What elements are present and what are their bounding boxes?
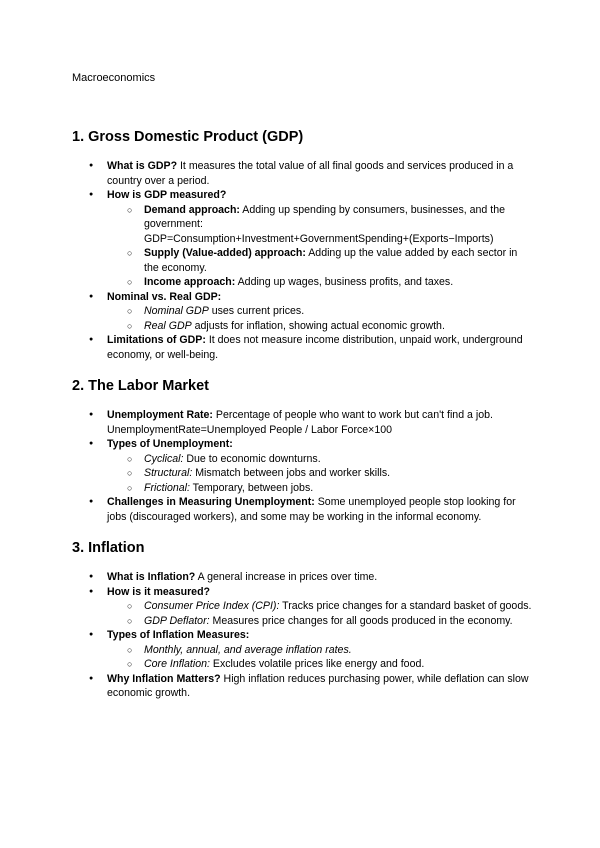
- sub-list-item: [107, 304, 532, 319]
- section-heading-labor-market: 2. The Labor Market: [72, 378, 209, 394]
- italic-term: Consumer Price Index (CPI):: [144, 600, 280, 612]
- item-text: Excludes volatile prices like energy and food.: [209, 658, 425, 670]
- sub-list-item: [107, 466, 532, 481]
- bold-label: Limitations of GDP:: [107, 334, 206, 346]
- bold-label: How is it measured?: [107, 585, 211, 598]
- item-text: A general increase in prices over time.: [195, 571, 378, 583]
- item-text: Adding up the value added by each sector in the economy.: [144, 247, 518, 274]
- item-text: High inflation reduces purchasing power, while deflation can slow economic growth.: [107, 672, 529, 699]
- list-item: [72, 290, 532, 334]
- gdp-list: [72, 159, 532, 362]
- item-text: Adding up spending by consumers, businesses, and the government:: [144, 203, 505, 230]
- bold-label: Nominal vs. Real GDP:: [107, 290, 222, 303]
- list-item: [72, 188, 532, 290]
- bold-label: What is Inflation?: [107, 571, 196, 583]
- item-text: adjusts for inflation, showing actual economic growth.: [191, 319, 445, 332]
- sub-list-item: [107, 657, 532, 672]
- item-text: Tracks price changes for a standard basket of goods.: [279, 600, 532, 612]
- sub-list: [107, 452, 532, 496]
- sub-list: [107, 599, 532, 628]
- italic-term: Frictional:: [144, 481, 190, 494]
- item-text: Adding up wages, business profits, and taxes.: [235, 276, 454, 288]
- sub-list-item: [107, 246, 532, 275]
- section-heading-inflation: 3. Inflation: [72, 540, 145, 556]
- italic-term: Monthly, annual, and average inflation rates.: [144, 643, 352, 656]
- italic-term: Structural:: [144, 467, 193, 479]
- list-item: [72, 159, 532, 188]
- sub-list-item: [107, 275, 532, 290]
- sub-list-item: [107, 452, 532, 467]
- bold-label: Unemployment Rate:: [107, 409, 213, 421]
- bold-label: Why Inflation Matters?: [107, 672, 221, 685]
- item-text: It measures the total value of all final goods and services produced in a country over a period.: [107, 160, 514, 187]
- unemployment-formula: UnemploymentRate=Unemployed People / Labor Force×100: [107, 423, 393, 436]
- sub-list-item: [107, 643, 532, 658]
- bold-label: Challenges in Measuring Unemployment:: [107, 496, 315, 508]
- bold-label: Supply (Value-added) approach:: [144, 247, 306, 259]
- bold-label: What is GDP?: [107, 160, 178, 172]
- section-heading-gdp: 1. Gross Domestic Product (GDP): [72, 129, 304, 145]
- gdp-formula: GDP=Consumption+Investment+GovernmentSpending+(Exports−Imports): [144, 232, 494, 245]
- bold-label: Types of Inflation Measures:: [107, 629, 250, 641]
- item-text: Percentage of people who want to work but can't find a job.: [212, 409, 493, 421]
- document-title: Macroeconomics: [72, 72, 156, 84]
- sub-list: [107, 643, 532, 672]
- sub-list-item: [107, 481, 532, 496]
- item-text: Due to economic downturns.: [183, 452, 321, 465]
- list-item: [72, 408, 532, 437]
- list-item: [72, 495, 532, 524]
- sub-list-item: [107, 203, 532, 247]
- item-text: Measures price changes for all goods produced in the economy.: [209, 614, 513, 627]
- list-item: [72, 570, 532, 585]
- sub-list-item: [107, 614, 532, 629]
- sub-list-item: [107, 599, 532, 614]
- italic-term: Nominal GDP: [144, 305, 209, 317]
- item-text: Mismatch between jobs and worker skills.: [192, 467, 391, 479]
- list-item: [72, 333, 532, 362]
- sub-list: [107, 203, 532, 290]
- inflation-list: [72, 570, 532, 701]
- bold-label: Income approach:: [144, 276, 236, 288]
- italic-term: GDP Deflator:: [144, 614, 210, 627]
- item-text: Some unemployed people stop looking for jobs (discouraged workers), and some may be working in the informal economy.: [107, 496, 516, 523]
- labor-list: [72, 408, 532, 524]
- item-text: Temporary, between jobs.: [189, 481, 314, 494]
- bold-label: Types of Unemployment:: [107, 438, 233, 450]
- list-item: [72, 628, 532, 672]
- bold-label: How is GDP measured?: [107, 189, 227, 201]
- italic-term: Core Inflation:: [144, 658, 210, 670]
- item-text: It does not measure income distribution, unpaid work, underground economy, or well-being.: [107, 334, 523, 361]
- sub-list: [107, 304, 532, 333]
- list-item: [72, 672, 532, 701]
- italic-term: Cyclical:: [144, 452, 184, 465]
- bold-label: Demand approach:: [144, 203, 240, 216]
- italic-term: Real GDP: [144, 319, 192, 332]
- list-item: [72, 437, 532, 495]
- list-item: [72, 585, 532, 629]
- item-text: uses current prices.: [208, 305, 305, 317]
- sub-list-item: [107, 319, 532, 334]
